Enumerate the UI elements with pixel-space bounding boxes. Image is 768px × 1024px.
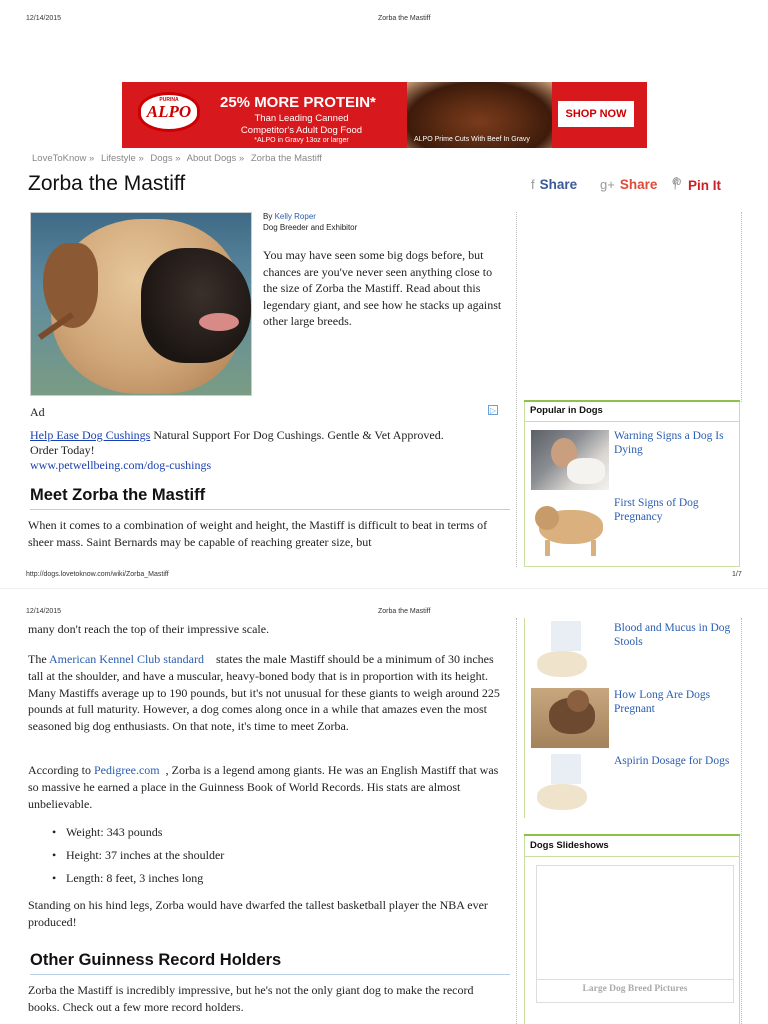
ad-url[interactable]: www.petwellbeing.com/dog-cushings — [30, 458, 212, 472]
zorba-stats-list — [52, 825, 224, 886]
facebook-icon: f — [531, 177, 535, 192]
ad-label: Ad — [30, 405, 45, 419]
page-break — [0, 588, 768, 589]
section-heading-record-holders: Other Guinness Record Holders — [30, 951, 282, 969]
google-plus-icon: g+ — [600, 177, 615, 192]
popular-link-3[interactable]: Blood and Mucus in Dog Stools — [614, 622, 731, 648]
list-item: • Length: 8 feet, 3 inches long — [52, 871, 224, 886]
sidebar-border-left — [524, 618, 525, 818]
thumbnail-pregnant-dog[interactable] — [531, 688, 609, 748]
popular-link-1[interactable]: Warning Signs a Dog Is Dying — [614, 430, 724, 456]
sidebar-rule-2 — [525, 856, 739, 857]
page-title: Zorba the Mastiff — [28, 172, 186, 195]
ad-description: Natural Support For Dog Cushings. Gentle & Vet Approved. Order Today! — [30, 428, 444, 457]
adchoices-icon[interactable]: ▷ — [489, 405, 497, 415]
banner-fineprint: *ALPO in Gravy 13oz or larger — [254, 137, 349, 144]
section-heading-meet-zorba: Meet Zorba the Mastiff — [30, 486, 206, 504]
print-footer-url: http://dogs.lovetoknow.com/wiki/Zorba_Mastiff — [26, 571, 169, 578]
thumbnail-vet-dog-2[interactable] — [531, 754, 609, 814]
slideshows-title: Dogs Slideshows — [530, 840, 609, 851]
banner-subtext: Than Leading Canned Competitor's Adult Dog Food — [240, 113, 363, 136]
popular-title: Popular in Dogs — [530, 405, 603, 416]
print-date-2: 12/14/2015 — [26, 608, 62, 615]
breadcrumb-lovetoknow[interactable]: LoveToKnow » — [32, 153, 95, 164]
print-date: 12/14/2015 — [26, 15, 62, 22]
breadcrumb-lifestyle[interactable]: Lifestyle » — [100, 153, 144, 164]
pinterest-icon — [672, 177, 683, 193]
list-item: • Weight: 343 pounds — [52, 825, 224, 840]
print-title: Zorba the Mastiff — [378, 15, 431, 22]
column-divider — [516, 212, 517, 567]
pedigree-link[interactable]: Pedigree.com — [93, 763, 160, 777]
popular-link-2[interactable]: First Signs of Dog Pregnancy — [614, 497, 699, 523]
paragraph-1: When it comes to a combination of weight and height, the Mastiff is difficult to beat in terms of sheer mass. Saint Bernards may be capable of reaching greater size, but — [28, 518, 488, 549]
print-footer-page: 1/7 — [732, 571, 742, 578]
column-divider-right — [741, 212, 742, 402]
intro-paragraph: You may have seen some big dogs before, but chances are you've never seen anything close to the size of Zorba the Mastiff. Read about this legendary giant, and see how he stacks up against other large breeds. — [263, 248, 502, 329]
mastiff-photo — [30, 212, 252, 396]
popular-link-4[interactable]: How Long Are Dogs Pregnant — [614, 689, 711, 715]
popular-link-5[interactable]: Aspirin Dosage for Dogs — [614, 755, 730, 767]
author-link[interactable]: Kelly Roper — [274, 212, 316, 221]
heading-rule-2 — [30, 974, 510, 975]
thumbnail-vet-dog-1[interactable] — [531, 621, 609, 681]
facebook-share-button[interactable]: f Share — [531, 177, 578, 192]
akc-standard-link[interactable]: American Kennel Club standard — [49, 652, 204, 666]
shop-now-button[interactable]: SHOP NOW — [558, 101, 634, 127]
column-divider-2 — [516, 618, 517, 1024]
breadcrumb — [32, 153, 326, 164]
paragraph-2: The American Kennel Club standard states the male Mastiff should be a minimum of 30 inches tall at the shoulder, and have a muscular, heavy-boned body that is in proportion with its height. Many Mastiffs average up to 190 pounds, but it's not unusual for these giants to weigh around 225 pounds at full maturity. However, a dog comes along once in a while that amazes even the most seasoned big dog enthusiasts. On that note, it's time to meet Zorba. — [28, 652, 500, 734]
column-divider-right-2 — [741, 618, 742, 1024]
thumbnail-dying-dog[interactable] — [531, 430, 609, 490]
breadcrumb-about-dogs[interactable]: About Dogs » — [186, 153, 245, 164]
breadcrumb-current: Zorba the Mastiff — [250, 153, 322, 164]
ad-link[interactable]: Help Ease Dog Cushings — [30, 428, 151, 442]
paragraph-4: Standing on his hind legs, Zorba would have dwarfed the tallest basketball player the NBA ever produced! — [28, 898, 488, 929]
alpo-logo: PURINA ALPO — [138, 92, 200, 132]
pinterest-share-button[interactable]: Pin It — [672, 177, 721, 193]
banner-food-caption: ALPO Prime Cuts With Beef In Gravy — [414, 136, 530, 143]
sidebar-rule — [525, 421, 739, 422]
paragraph-5: Zorba the Mastiff is incredibly impressive, but he's not the only giant dog to make the record books. Check out a few more record holders. — [28, 983, 474, 1014]
list-item: • Height: 37 inches at the shoulder — [52, 848, 224, 863]
thumbnail-bulldog[interactable] — [531, 500, 609, 560]
print-title-2: Zorba the Mastiff — [378, 608, 431, 615]
slideshow-caption: Large Dog Breed Pictures — [582, 984, 688, 994]
text-ad — [30, 428, 470, 458]
paragraph-3: According to Pedigree.com , Zorba is a legend among giants. He was an English Mastiff that was so massive he earned a place in the Guinness Book of World Records. His stats are almost unbelievable. — [28, 763, 499, 811]
slideshow-preview[interactable] — [536, 865, 734, 1003]
alpo-banner-ad[interactable] — [122, 82, 647, 148]
author-role: Dog Breeder and Exhibitor — [263, 223, 358, 232]
byline: By Kelly Roper Dog Breeder and Exhibitor — [263, 212, 358, 232]
google-share-button[interactable]: g+ Share — [600, 177, 658, 192]
paragraph-1-continued: many don't reach the top of their impressive scale. — [28, 622, 270, 636]
heading-rule — [30, 509, 510, 510]
breadcrumb-dogs[interactable]: Dogs » — [150, 153, 181, 164]
banner-headline: 25% MORE PROTEIN* — [220, 94, 376, 111]
